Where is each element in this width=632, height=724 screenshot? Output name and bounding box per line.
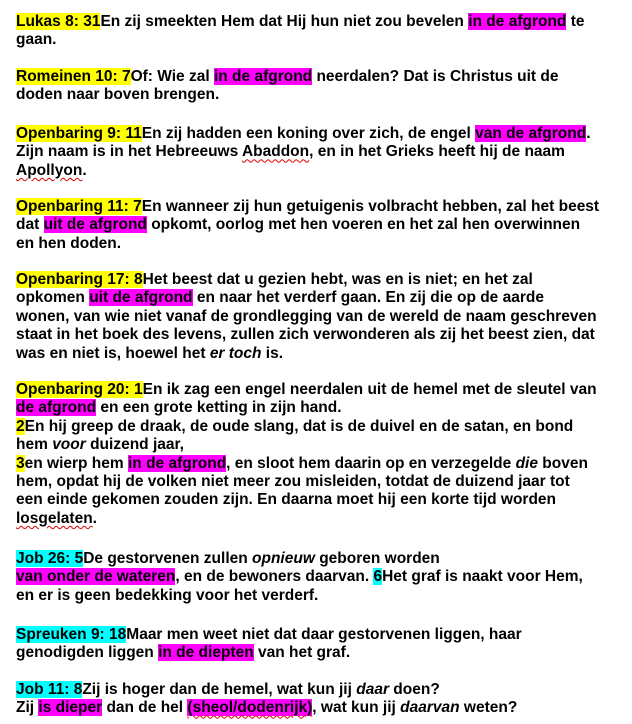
verse-text: genodigden liggen	[16, 644, 159, 662]
verse-spreuken-9-18	[16, 626, 628, 663]
verse-text: staat in het boek des levens, zullen zich verwonderen als zij het beest zien, dat	[16, 326, 595, 344]
verse-openbaring-9-11	[16, 125, 628, 180]
verse-text: is.	[261, 344, 284, 362]
highlighted-phrase: van de afgrond	[475, 125, 587, 142]
verse-text: van het graf.	[253, 644, 351, 662]
verse-text: En hij greep de draak, de oude slang, dat is de duivel en de satan, en bond	[24, 417, 574, 435]
verse-text: En zij hadden een koning over zich, de engel	[141, 125, 476, 142]
verse-text: opkomen	[16, 289, 90, 307]
highlighted-phrase: in de afgrond	[213, 68, 313, 85]
verse-reference: Openbaring 20: 1	[16, 381, 143, 398]
highlighted-phrase: is dieper	[38, 699, 103, 717]
verse-job-11-8	[16, 681, 628, 718]
highlighted-phrase: in de diepten	[158, 644, 254, 662]
verse-text: hem, opdat hij de volken niet meer zou misleiden, totdat de duizend jaar tot	[16, 473, 570, 491]
verse-reference: Job 11: 8	[16, 681, 83, 698]
verse-text: .	[82, 161, 87, 179]
verse-number: 6	[373, 568, 383, 586]
italic-text: daar	[356, 681, 389, 698]
verse-text: en naar het verderf gaan. En zij die op de aarde	[192, 289, 544, 307]
verse-text: te	[566, 13, 585, 30]
verse-text: Of: Wie zal	[130, 68, 214, 85]
verse-text: Zij	[16, 699, 39, 717]
verse-text: weten?	[459, 699, 518, 717]
highlighted-phrase: in de afgrond	[128, 454, 227, 472]
italic-text: die	[515, 454, 538, 472]
verse-number: 2	[16, 417, 25, 435]
spellcheck-word: losgelaten	[16, 509, 93, 527]
verse-text: , en de bewoners daarvan.	[175, 568, 374, 586]
highlighted-phrase: van onder de wateren	[16, 568, 176, 586]
highlighted-phrase: uit de afgrond	[43, 216, 147, 234]
verse-reference: Openbaring 9: 11	[16, 125, 142, 142]
verse-text: wonen, van wie niet vanaf de grondlegging van de wereld de naam geschreven	[16, 307, 597, 325]
verse-text: Zij is hoger dan de hemel, wat kun jij	[82, 681, 357, 698]
verse-text: en hen doden.	[16, 234, 122, 252]
verse-text: dat	[16, 216, 44, 234]
verse-text: De gestorvenen zullen	[83, 550, 253, 567]
verse-romeinen-10-7	[16, 68, 628, 105]
italic-text: daarvan	[400, 699, 460, 717]
verse-text: Zijn naam is in het Hebreeuws	[16, 143, 242, 161]
verse-text: doen?	[388, 681, 440, 698]
verse-text: en er is geen bedekking voor het verderf.	[16, 586, 319, 604]
verse-text: Maar men weet niet dat daar gestorvenen liggen, haar	[126, 626, 522, 643]
verse-text: .	[92, 509, 97, 527]
verse-text: hem	[16, 436, 53, 454]
verse-number: 3	[16, 454, 25, 472]
verse-text: En wanneer zij hun getuigenis volbracht hebben, zal het beest	[141, 198, 600, 215]
spellcheck-word: Abaddon	[241, 143, 310, 161]
verse-text: , wat kun jij	[312, 699, 401, 717]
italic-text: voor	[52, 436, 86, 454]
verse-openbaring-17-8	[16, 271, 628, 363]
verse-reference: Lukas 8: 31	[16, 13, 101, 30]
verse-text: En zij smeekten Hem dat Hij hun niet zou bevelen	[100, 13, 469, 30]
verse-text: .	[586, 125, 591, 142]
verse-text: duizend jaar,	[85, 436, 184, 454]
verse-lukas-8-31	[16, 13, 628, 50]
verse-text: doden naar boven brengen.	[16, 86, 220, 104]
verse-reference: Romeinen 10: 7	[16, 68, 131, 85]
verse-text: , en in het Grieks heeft hij de naam	[309, 143, 565, 161]
highlighted-phrase: in de afgrond	[468, 13, 567, 30]
highlighted-phrase: uit de afgrond	[89, 289, 193, 307]
highlighted-phrase: de afgrond	[16, 399, 97, 417]
verse-text: geboren worden	[314, 550, 440, 567]
verse-reference: Spreuken 9: 18	[16, 626, 127, 643]
verse-text: was en niet is, hoewel het	[16, 344, 210, 362]
verse-reference: Openbaring 11: 7	[16, 198, 142, 215]
verse-text: dan de hel	[102, 699, 188, 717]
verse-text: , en sloot hem daarin op en verzegelde	[226, 454, 516, 472]
verse-text: een einde gekomen zouden zijn. En daarna moet hij een korte tijd worden	[16, 491, 557, 509]
verse-text: Het beest dat u gezien hebt, was en is niet; en het zal	[142, 271, 533, 288]
verse-text: gaan.	[16, 31, 57, 49]
verse-job-26-5	[16, 550, 628, 605]
italic-text: er toch	[209, 344, 262, 362]
verse-reference: Job 26: 5	[16, 550, 84, 567]
verse-text: opkomt, oorlog met hen voeren en het zal hen overwinnen	[146, 216, 581, 234]
highlighted-phrase: (sheol/dodenrijk)	[187, 699, 313, 717]
verse-text: neerdalen? Dat is Christus uit de	[312, 68, 559, 85]
verse-text: en een grote ketting in zijn hand.	[96, 399, 342, 417]
italic-text: opnieuw	[252, 550, 315, 567]
verse-reference: Openbaring 17: 8	[16, 271, 143, 288]
verse-text: En ik zag een engel neerdalen uit de hemel met de sleutel van	[142, 381, 597, 398]
verse-openbaring-20-1	[16, 381, 628, 528]
verse-text: en wierp hem	[24, 454, 128, 472]
spellcheck-word: Apollyon	[16, 161, 83, 179]
verse-openbaring-11-7	[16, 198, 628, 253]
verse-text: boven	[538, 454, 588, 472]
verse-text: Het graf is naakt voor Hem,	[382, 568, 583, 586]
